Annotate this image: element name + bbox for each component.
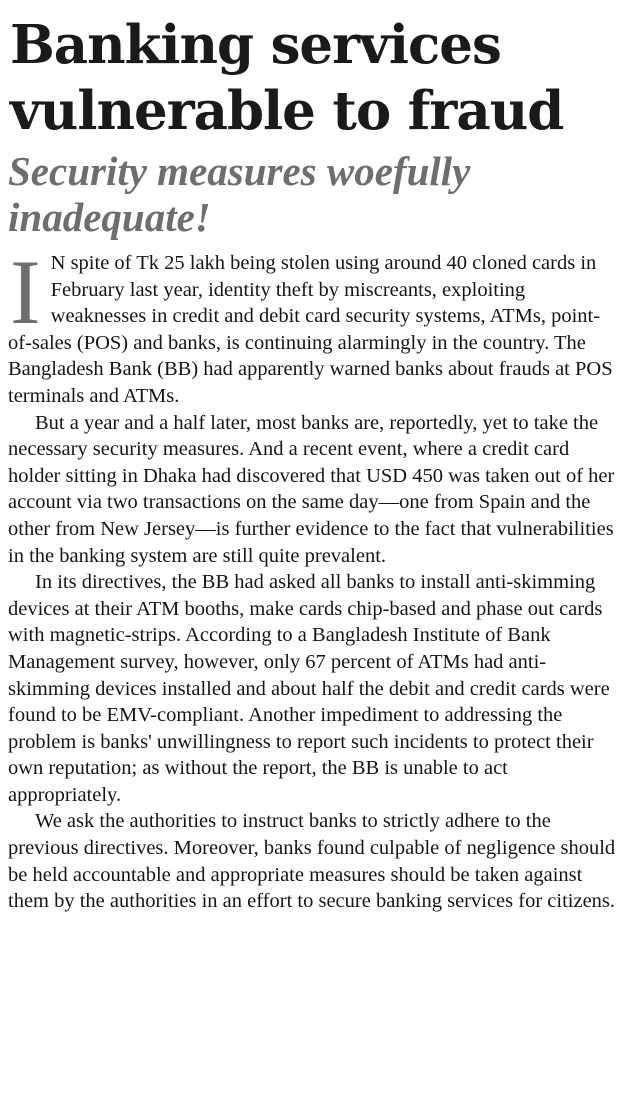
drop-cap: I <box>10 241 41 343</box>
paragraph-1-text: N spite of Tk 25 lakh being stolen using around 40 cloned cards in February last year, identity theft by miscreants, exploiting weaknesses in credit and debit card security systems, ATMs, point-of-sales (POS) and banks, is continuing alarmingly in the country. The Bangladesh Bank (BB) had apparently warned banks about frauds at POS terminals and ATMs. <box>8 252 613 407</box>
article-body <box>8 241 616 915</box>
paragraph-2: But a year and a half later, most banks are, reportedly, yet to take the necessary security measures. And a recent event, where a credit card holder sitting in Dhaka had discovered that USD 450 was taken out of her account via two transactions on the same day—one from Spain and the other from New Jersey—is further evidence to the fact that vulnerabilities in the banking system are still quite prevalent. <box>8 411 615 567</box>
paragraph-3: In its directives, the BB had asked all banks to install anti-skimming devices at their ATM booths, make cards chip-based and phase out cards with magnetic-strips. According to a Bangladesh Institute of Bank Management survey, however, only 67 percent of ATMs had anti-skimming devices installed and about half the debit and credit cards were found to be EMV-compliant. Another impediment to addressing the problem is banks' unwillingness to report such incidents to protect their own reputation; as without the report, the BB is unable to act appropriately. <box>8 571 610 806</box>
paragraph-4: We ask the authorities to instruct banks to strictly adhere to the previous directives. Moreover, banks found culpable of negligence should be held accountable and appropriate measures should be taken against them by the authorities in an effort to secure banking services for citizens. <box>8 810 616 913</box>
subheadline: Security measures woefully inadequate! <box>8 148 471 240</box>
paragraph-1 <box>8 241 616 410</box>
headline: Banking services vulnerable to fraud <box>10 14 564 142</box>
